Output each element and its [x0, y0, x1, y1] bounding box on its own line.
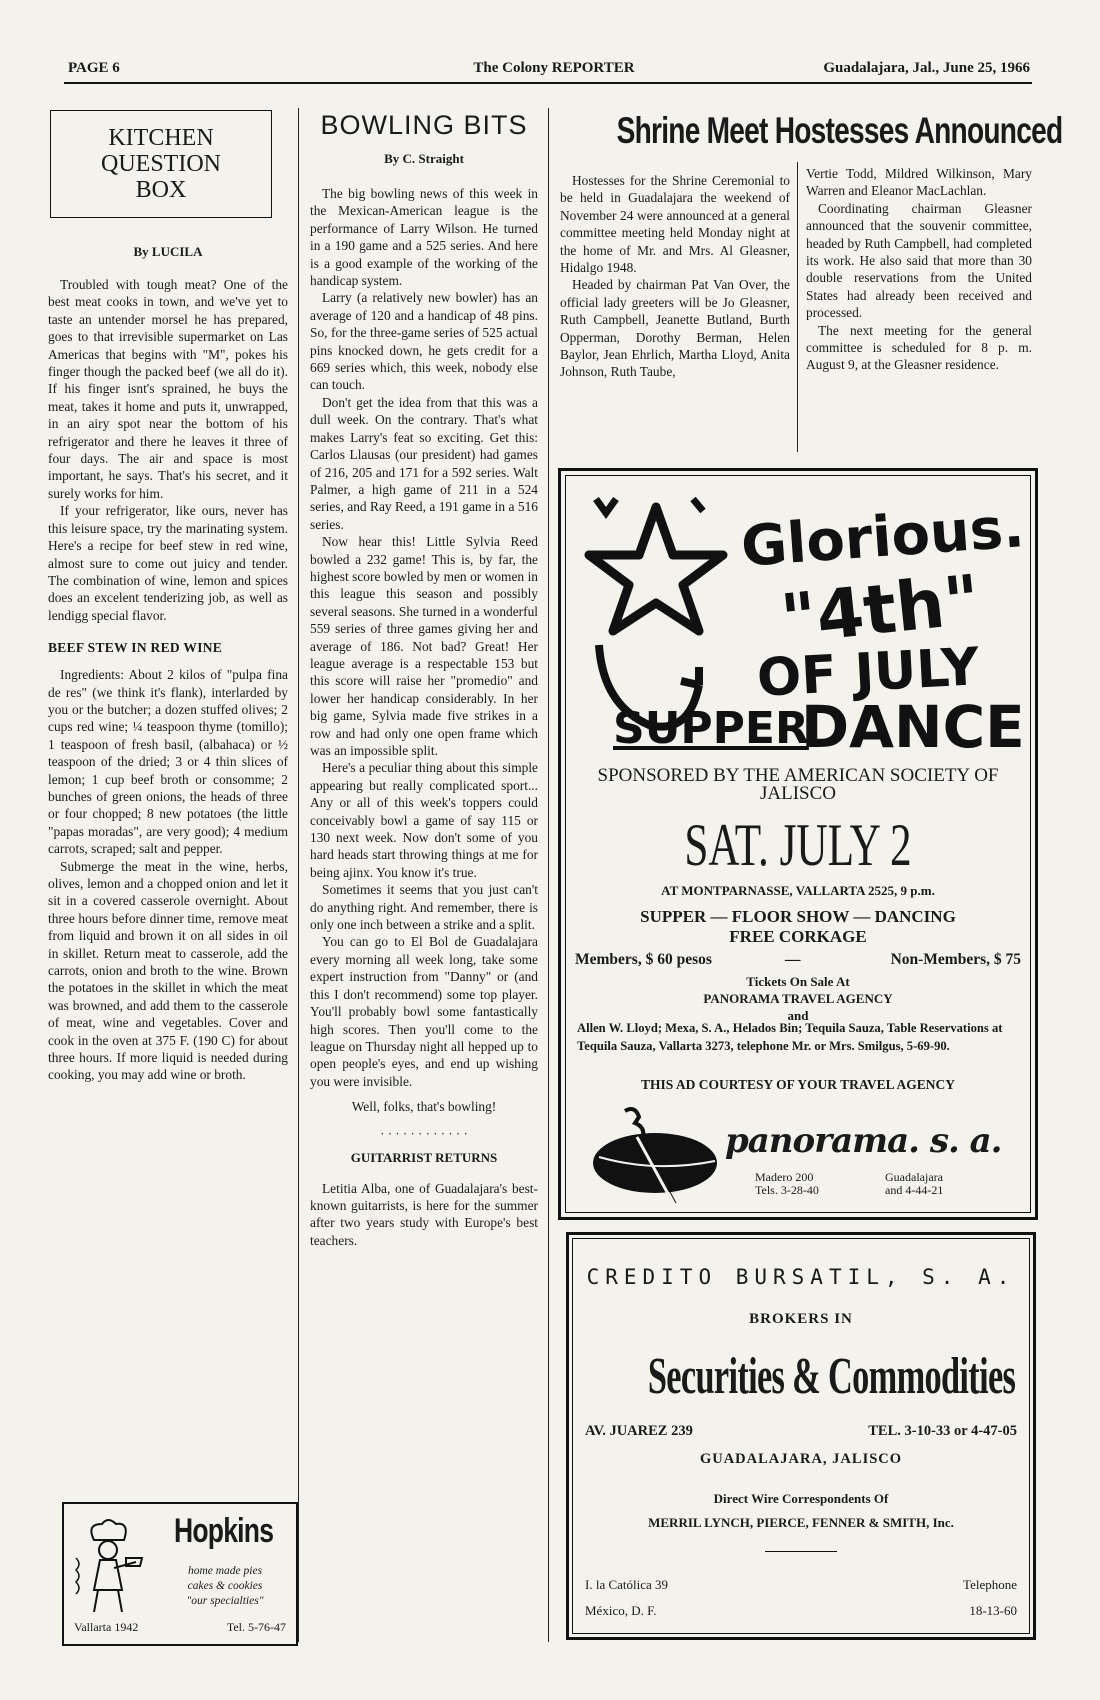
- corkage-line: FREE CORKAGE: [729, 927, 867, 946]
- shrine-paragraph: Coordinating chairman Gleasner announced that the souvenir committee, headed by Ruth Campbell, had completed its work. He also said that more than 30 double reservations from the United States had already been received and processed.: [806, 200, 1032, 321]
- shrine-headline: Shrine Meet Hostesses Announced: [616, 110, 1063, 151]
- of-july-text: OF JULY: [755, 637, 981, 709]
- courtesy-line: THIS AD COURTESY OF YOUR TRAVEL AGENCY: [640, 1077, 956, 1092]
- kitchen-title: KITCHEN QUESTION BOX: [101, 125, 221, 203]
- divider: [765, 1551, 837, 1552]
- glorious-text: Glorious.: [739, 495, 1027, 580]
- shrine-column-left: [560, 172, 790, 381]
- section-separator: · · · · · · · · · · · ·: [380, 1125, 468, 1141]
- credito-bursatil-ad: [566, 1232, 1036, 1640]
- bowling-paragraph: Larry (a relatively new bowler) has an average of 120 and a handicap of 48 pins. So, for the three-game series of 525 actual pins knocked down, he gets credit for a 669 series which, this week, nobody else can touch.: [310, 290, 538, 393]
- guitarrist-title: GUITARRIST RETURNS: [350, 1149, 498, 1165]
- firm-address: AV. JUAREZ 239: [585, 1423, 693, 1439]
- panorama-logo-block: [585, 1107, 1005, 1205]
- panorama-address: [755, 1171, 819, 1197]
- bowling-signoff: Well, folks, that's bowling!: [351, 1099, 497, 1115]
- kitchen-byline: By LUCILA: [133, 244, 203, 259]
- firm-name: CREDITO BURSATIL, S. A.: [586, 1265, 1016, 1289]
- column-rule: [298, 108, 299, 1642]
- address-line: Tels. 3-28-40: [755, 1183, 819, 1197]
- and-line: and: [787, 1008, 809, 1023]
- bowling-paragraph: Don't get the idea from that this was a dull week. On the contrary. That's what makes Larry's feat so exciting. Get this: Carlos Llausas (our president) had games of 216, 205 and 171 for a 592 series. Walt Palmer, a high game of 211 in a 524 series, and Ray Reed, a 191 game in a 516 series.: [310, 394, 538, 532]
- mexico-city: México, D. F.: [585, 1603, 657, 1618]
- hopkins-name: Hopkins: [174, 1512, 274, 1550]
- firm-phone: TEL. 3-10-33 or 4-47-05: [868, 1423, 1017, 1439]
- telephone-label: Telephone: [963, 1577, 1017, 1592]
- shrine-paragraph: Hostesses for the Shrine Ceremonial to be held in Guadalajara the weekend of November 24 were announced at a general committee meeting held Monday night at the home of Mr. and Mrs. Al Gleasner, Hidalgo 1948.: [560, 173, 790, 276]
- shrine-column-right: [806, 165, 1032, 374]
- telephone-number: 18-13-60: [969, 1603, 1017, 1618]
- bowling-paragraph: Now hear this! Little Sylvia Reed bowled a 232 game! This is, by far, the highest score bowled by men or women in this league this season and possibly several seasons. She turned in a wonderful 559 series of three games giving her and average of 186. Not bad? Great! Her league average is a respectable 153 but this score will raise her "promedio" and lower her handicap considerably. In her big game, Sylvia made five strikes in a row and had only one open frame which was an impossible split.: [310, 534, 538, 758]
- bowling-title: BOWLING BITS: [320, 110, 528, 140]
- tagline-line: cakes & cookies: [187, 1580, 263, 1592]
- firm-city: GUADALAJARA, JALISCO: [699, 1451, 903, 1467]
- event-date: SAT. JULY 2: [684, 812, 912, 878]
- recipe-ingredients: Ingredients: About 2 kilos of "pulpa fina de res" (we think it's flank), interlarded by you or the butcher; a dozen stuffed olives; 2 cups red wine; ¼ teaspoon thyme (tomillo); 1 teaspoon of fresh basil, (albahaca) or ½ teaspoon of the dried; 3 or 4 thin slices of lemon; 1 cup beef broth or consomme; 2 bunches of green onions, the heads of three or four chopped; 8 new potatoes (the little "papas moradas", are very good); 4 medium carrots, scraped; salt and pepper.: [48, 667, 288, 857]
- event-venue: AT MONTPARNASSE, VALLARTA 2525, 9 p.m.: [661, 883, 935, 898]
- hopkins-tagline: [160, 1564, 290, 1609]
- features-line: SUPPER — FLOOR SHOW — DANCING: [640, 907, 956, 926]
- newspaper-name: The Colony REPORTER: [473, 60, 635, 76]
- hopkins-address: Vallarta 1942: [74, 1620, 139, 1634]
- column-rule: [797, 162, 798, 452]
- globe-rooster-icon: [585, 1107, 735, 1205]
- bowling-column: [310, 110, 538, 1249]
- kitchen-title-box: [50, 110, 272, 218]
- brokers-label: BROKERS IN: [749, 1311, 853, 1327]
- mexico-address: I. la Católica 39: [585, 1577, 669, 1592]
- hopkins-ad: [62, 1502, 298, 1646]
- panorama-logo-text: panorama. s. a.: [725, 1121, 1002, 1161]
- supper-dance-ad: [558, 468, 1038, 1220]
- event-features: [561, 907, 1035, 947]
- star-icon: [581, 497, 731, 637]
- sponsor-line: SPONSORED BY THE AMERICAN SOCIETY OF JALISCO: [597, 765, 999, 804]
- agency-line: PANORAMA TRAVEL AGENCY: [703, 991, 893, 1006]
- dance-ad-artwork: [581, 489, 1027, 761]
- member-price: Members, $ 60 pesos: [575, 951, 712, 968]
- shrine-paragraph: Vertie Todd, Mildred Wilkinson, Mary Warren and Eleanor MacLachlan.: [806, 166, 1032, 199]
- tagline-line: "our specialties": [186, 1595, 264, 1607]
- city-line: Guadalajara: [885, 1170, 943, 1184]
- dateline: Guadalajara, Jal., June 25, 1966: [823, 60, 1030, 76]
- recipe-method: Submerge the meat in the wine, herbs, olives, lemon and a chopped onion and let it sit in a covered casserole overnight. About three hours before dinner time, remove meat from liquid and brown it on all sides in oil in skillet. Return meat to casserole, add the carrots, onion and broth to the wine. Brown the potatoes in the skillet in which the meat was browned, and add them to the casserole of meat, wine and vegetables. Cover and cook in the oven at 375 F. (190 C) for about three hours. If more liquid is needed during cooking, you may add wine or broth.: [48, 858, 288, 1083]
- city-line: and 4-44-21: [885, 1183, 944, 1197]
- tickets-line: Tickets On Sale At: [746, 974, 850, 989]
- bowling-paragraph: You can go to El Bol de Guadalajara every morning all week long, take some expert instruction from "Danny" or (and this I don't recommend) some top player. You'll probably bowl some fantastically high scores. Then you'll come to the league on Thursday night all hepped up to open people's eyes, and end up wishing you were invisible.: [310, 934, 538, 1089]
- securities-headline: Securities & Commodities: [647, 1348, 1016, 1405]
- kitchen-column: [48, 110, 288, 1084]
- nonmember-price: Non-Members, $ 75: [890, 951, 1021, 968]
- tagline-line: home made pies: [187, 1565, 263, 1577]
- correspondents-name: MERRIL LYNCH, PIERCE, FENNER & SMITH, Inc.: [648, 1515, 954, 1530]
- bowling-paragraph: The big bowling news of this week in the Mexican-American league is the performance of Larry Wilson. He turned in a 190 game and a 525 series. And here is a good example of the working of the handicap system.: [310, 186, 538, 289]
- chef-icon: [74, 1518, 146, 1618]
- page-header: [64, 58, 1032, 84]
- hopkins-phone: Tel. 5-76-47: [226, 1620, 286, 1634]
- outlets-list: Allen W. Lloyd; Mexa, S. A., Helados Bin; Tequila Sauza, Table Reservations at Tequila Sauza, Vallarta 3273, telephone Mr. or Mrs. Smilgus, 5-69-90.: [577, 1021, 1003, 1053]
- guitarrist-paragraph: Letitia Alba, one of Guadalajara's best-known guitarrists, is here for the summer after two years study with Europe's best teachers.: [310, 1180, 538, 1248]
- correspondents-label: Direct Wire Correspondents Of: [713, 1491, 889, 1506]
- dance-text: DANCE: [801, 693, 1025, 761]
- shrine-paragraph: Headed by chairman Pat Van Over, the official lady greeters will be Jo Gleasner, Ruth Campbell, Jeanette Butland, Burth Opperman, Dorothy Berman, Helen Baylor, Jean Ehrlich, Martha Lloyd, Anita Johnson, Ruth Taube,: [560, 277, 790, 380]
- address-line: Madero 200: [755, 1170, 814, 1184]
- supper-text: SUPPER: [613, 703, 809, 754]
- price-separator: —: [785, 951, 801, 968]
- shrine-paragraph: The next meeting for the general committee is scheduled for 8 p. m. August 9, at the Gleasner residence.: [806, 322, 1032, 373]
- bowling-byline: By C. Straight: [384, 151, 464, 166]
- kitchen-paragraph: If your refrigerator, like ours, never has this leisure space, try the marinating system. Here's a recipe for beef stew in red wine, almost sure to come out juicy and tender. The combination of wine, lemon and spices does an excelent tenderizing job, as well as lendigg special flavor.: [48, 503, 288, 623]
- kitchen-paragraph: Troubled with tough meat? One of the best meat cooks in town, and we've yet to taste an untender morsel he has prepared, goes to that irrevisible supermarket on Las Americas that begins with "M", pokes his finger though the packed beef (we all do it). If his finger isnt's sprained, he buys the meat, takes it home and puts it, unwrapped, in an airy spot near the bottom of his refrigerator and there he leaves it three of four days. The air and space is most important, he says. That's his secret, and it surely works for him.: [48, 277, 288, 501]
- ticket-outlets: [561, 973, 1035, 1024]
- page-number: PAGE 6: [68, 60, 120, 76]
- column-rule: [548, 108, 549, 1642]
- bowling-paragraph: Here's a peculiar thing about this simple appearing but really complicated sport... Any or all of this week's toppers could conceivably bowl a game of say 115 or 130 next week. Now don't some of you hard heads start throwing things at me for being ajinx. You know it's true.: [310, 760, 538, 880]
- fourth-text: "4th": [777, 560, 984, 661]
- bowling-paragraph: Sometimes it seems that you just can't do anything right. And remember, there is only one inch between a strike and a split.: [310, 882, 538, 933]
- recipe-title: BEEF STEW IN RED WINE: [48, 640, 223, 656]
- panorama-city: [885, 1171, 943, 1197]
